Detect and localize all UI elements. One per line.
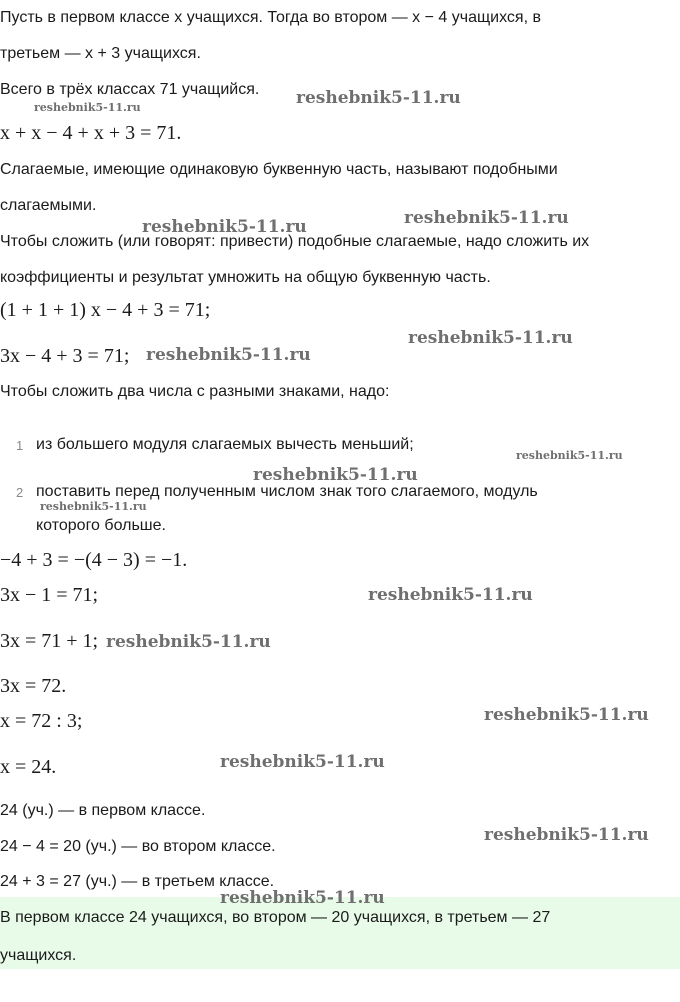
text-line: слагаемыми. (0, 197, 97, 214)
watermark: reshebnik5-11.ru (484, 825, 649, 845)
watermark: reshebnik5-11.ru (220, 752, 385, 772)
watermark: reshebnik5-11.ru (296, 88, 461, 108)
equation: (1 + 1 + 1) x − 4 + 3 = 71; (0, 299, 211, 321)
list-item: поставить перед полученным числом знак того слагаемого, модуль (36, 483, 538, 500)
watermark: reshebnik5-11.ru (40, 500, 147, 513)
answer-text: учащихся. (0, 947, 77, 964)
text-line: коэффициенты и результат умножить на общую буквенную часть. (0, 269, 491, 286)
watermark: reshebnik5-11.ru (484, 705, 649, 725)
watermark: reshebnik5-11.ru (220, 888, 385, 908)
list-number: 1 (16, 438, 24, 453)
text-line: третьем — x + 3 учащихся. (0, 45, 201, 62)
result-line: 24 (уч.) — в первом классе. (0, 802, 206, 819)
result-line: 24 + 3 = 27 (уч.) — в третьем классе. (0, 873, 275, 890)
text-line: Слагаемые, имеющие одинаковую буквенную часть, называют подобными (0, 161, 558, 178)
watermark: reshebnik5-11.ru (404, 208, 569, 228)
answer-text: В первом классе 24 учащихся, во втором — 20 учащихся, в третьем — 27 (0, 909, 551, 926)
watermark: reshebnik5-11.ru (408, 328, 573, 348)
equation: 3x = 72. (0, 675, 67, 697)
text-line: Чтобы сложить два числа с разными знаками, надо: (0, 383, 390, 400)
equation: 3x = 71 + 1; (0, 630, 99, 652)
watermark: reshebnik5-11.ru (146, 345, 311, 365)
watermark: reshebnik5-11.ru (106, 632, 271, 652)
result-line: 24 − 4 = 20 (уч.) — во втором классе. (0, 838, 276, 855)
watermark: reshebnik5-11.ru (516, 449, 623, 462)
equation: x = 24. (0, 756, 57, 778)
watermark: reshebnik5-11.ru (368, 585, 533, 605)
text-line: Пусть в первом классе x учащихся. Тогда во втором — x − 4 учащихся, в (0, 9, 541, 26)
equation: 3x − 1 = 71; (0, 584, 99, 606)
text-line: Всего в трёх классах 71 учащийся. (0, 81, 260, 98)
text-line: Чтобы сложить (или говорят: привести) подобные слагаемые, надо сложить их (0, 233, 590, 250)
equation: −4 + 3 = −(4 − 3) = −1. (0, 549, 188, 571)
watermark: reshebnik5-11.ru (142, 217, 307, 237)
list-number: 2 (16, 485, 24, 500)
watermark: reshebnik5-11.ru (253, 465, 418, 485)
watermark: reshebnik5-11.ru (34, 101, 141, 114)
equation: x = 72 : 3; (0, 710, 83, 732)
list-item: из большего модуля слагаемых вычесть меньший; (36, 436, 414, 453)
list-item-continuation: которого больше. (36, 517, 166, 534)
equation: x + x − 4 + x + 3 = 71. (0, 122, 182, 144)
equation: 3x − 4 + 3 = 71; (0, 345, 130, 367)
